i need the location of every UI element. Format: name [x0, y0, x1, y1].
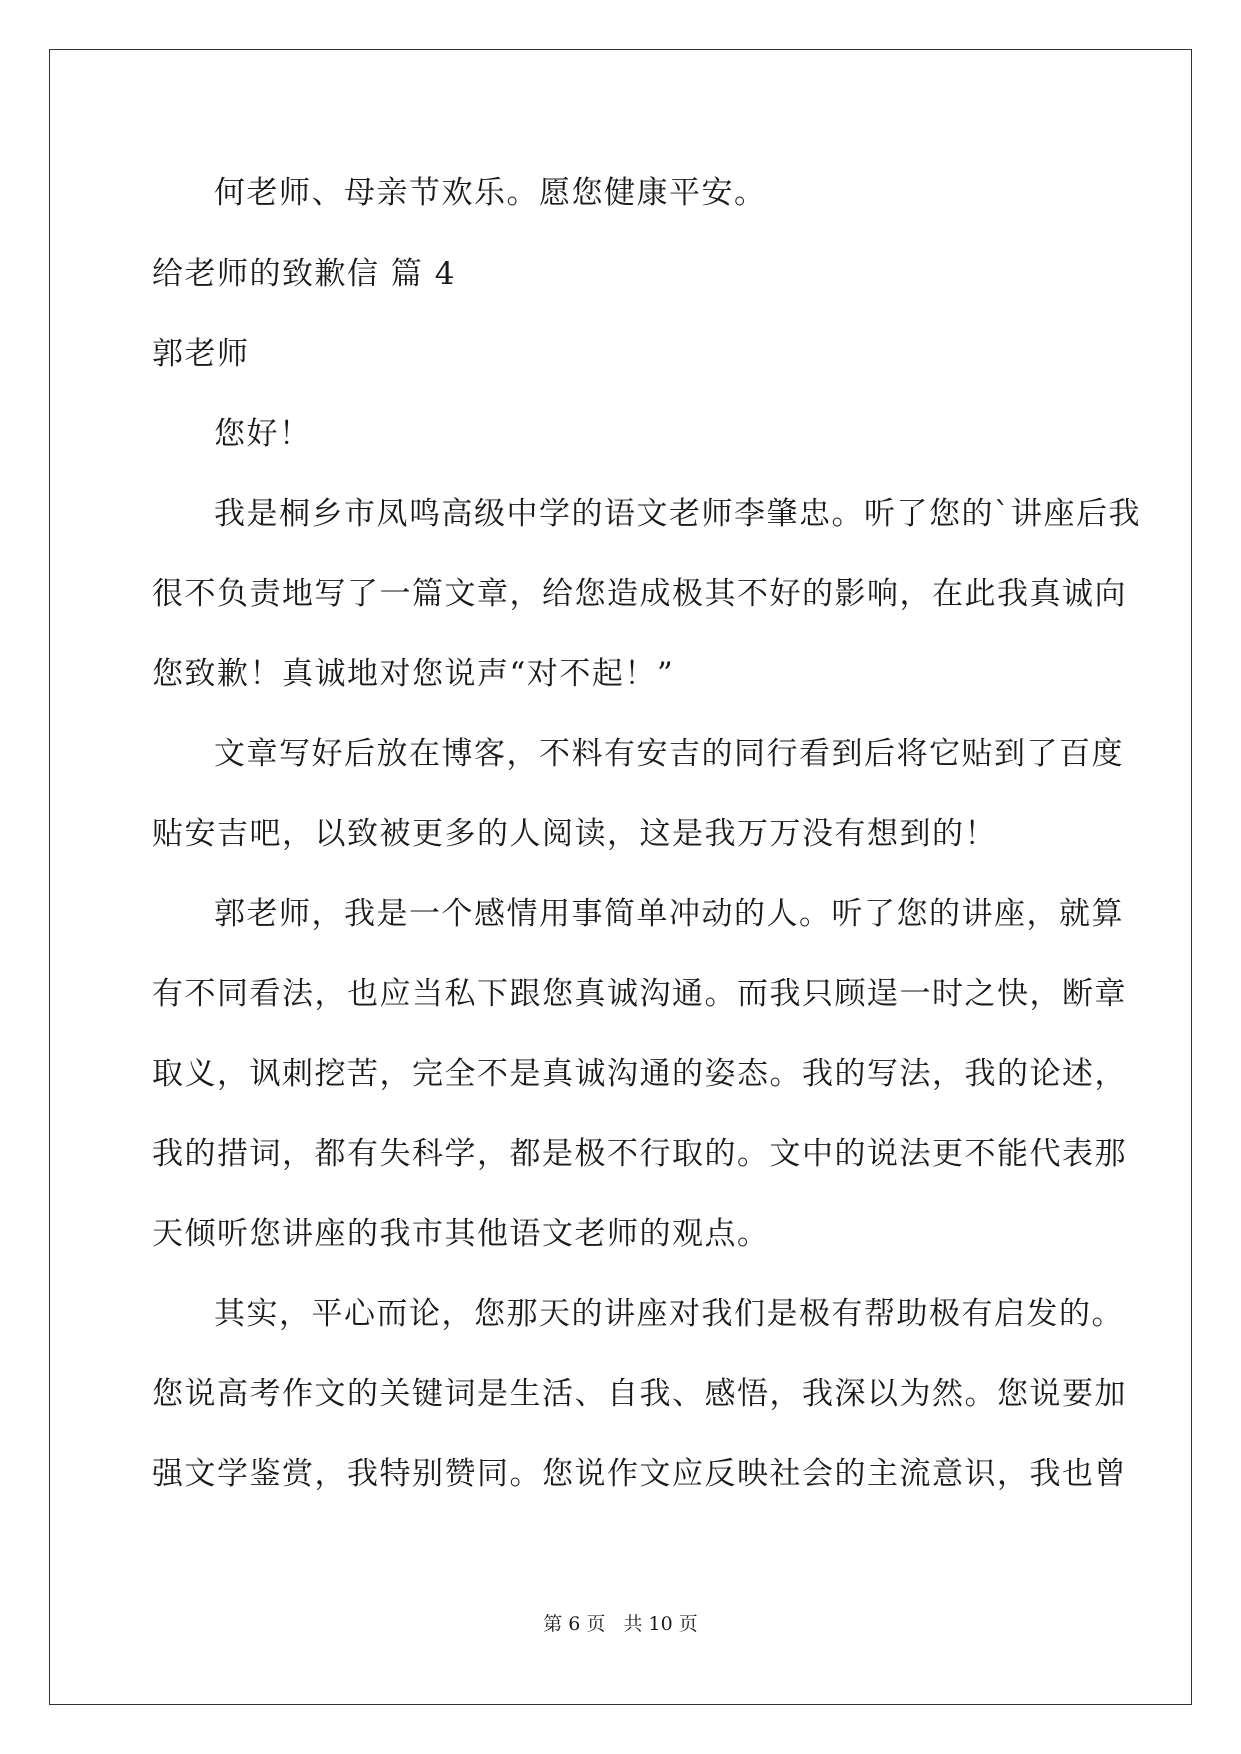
section-heading: 给老师的致歉信 篇 4	[152, 256, 456, 292]
text-line: 文章写好后放在博客，不料有安吉的同行看到后将它贴到了百度	[214, 736, 1124, 772]
page-number: 第 6 页 共 10 页	[543, 1613, 698, 1635]
text-line: 天倾听您讲座的我市其他语文老师的观点。	[152, 1216, 770, 1252]
text-line: 郭老师，我是一个感情用事简单冲动的人。听了您的讲座，就算	[214, 896, 1124, 932]
text-line: 您致歉！真诚地对您说声“对不起！”	[152, 656, 675, 692]
text-line: 其实，平心而论，您那天的讲座对我们是极有帮助极有启发的。	[214, 1296, 1124, 1332]
text-line: 强文学鉴赏，我特别赞同。您说作文应反映社会的主流意识，我也曾	[152, 1456, 1127, 1492]
salutation: 郭老师	[152, 336, 250, 372]
text-line: 我的措词，都有失科学，都是极不行取的。文中的说法更不能代表那	[152, 1136, 1127, 1172]
text-line: 贴安吉吧，以致被更多的人阅读，这是我万万没有想到的！	[152, 816, 997, 852]
text-line: 取义，讽刺挖苦，完全不是真诚沟通的姿态。我的写法，我的论述，	[152, 1056, 1127, 1092]
text-line: 很不负责地写了一篇文章，给您造成极其不好的影响，在此我真诚向	[152, 576, 1127, 612]
greeting: 您好！	[214, 416, 312, 452]
text-line: 我是桐乡市凤鸣高级中学的语文老师李肇忠。听了您的`讲座后我	[214, 496, 1141, 532]
text-line: 有不同看法，也应当私下跟您真诚沟通。而我只顾逞一时之快，断章	[152, 976, 1127, 1012]
text-line: 您说高考作文的关键词是生活、自我、感悟，我深以为然。您说要加	[152, 1376, 1127, 1412]
text-line: 何老师、母亲节欢乐。愿您健康平安。	[214, 175, 767, 211]
